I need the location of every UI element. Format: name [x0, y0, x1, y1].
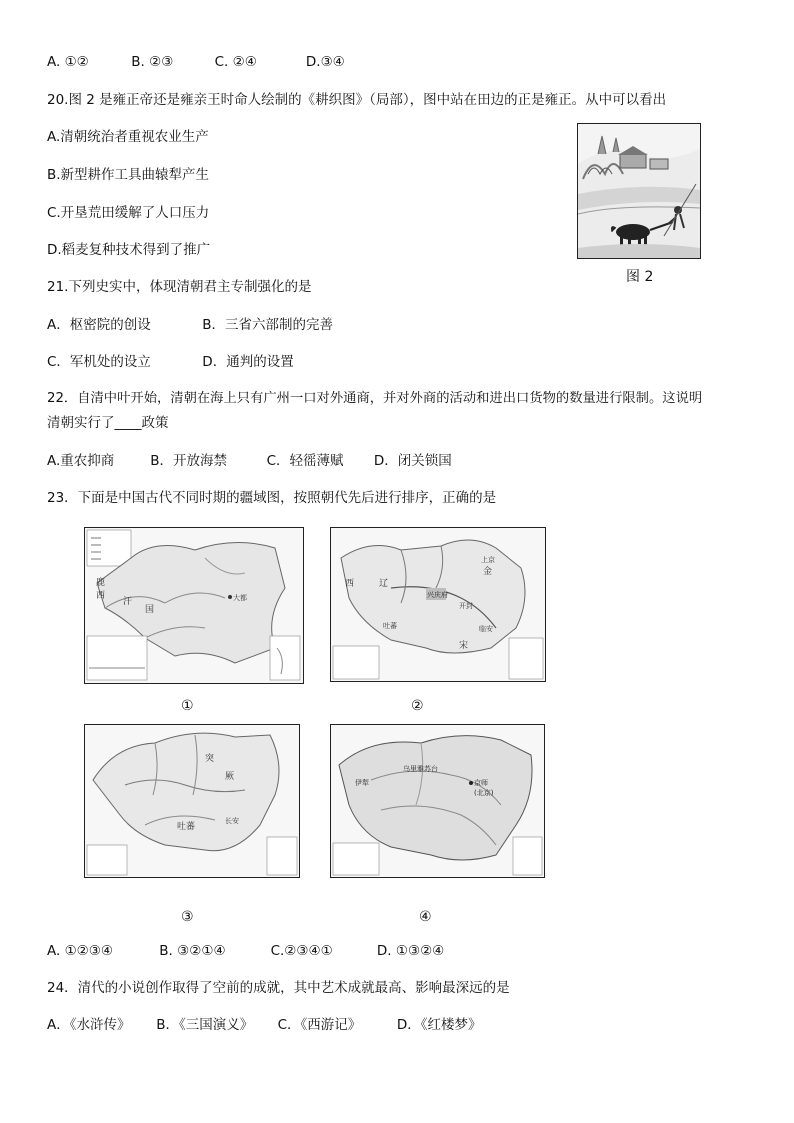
map3-label-2: 长安 — [225, 817, 239, 825]
q24-stem: 24．清代的小说创作取得了空前的成就，其中艺术成就最高、影响最深远的是 — [47, 980, 510, 996]
q20-option-b: B.新型耕作工具曲辕犁产生 — [47, 167, 210, 183]
map-4-qing-territory — [330, 724, 545, 878]
map4-label-2: 京师 — [474, 779, 488, 787]
map3-label-0: 突 — [205, 754, 215, 764]
q21-option-c: C．军机处的设立 — [47, 354, 151, 370]
q19-option-c: C. ②④ — [214, 54, 257, 70]
map1-label-4: 大都 — [233, 594, 247, 602]
q24-option-a: A．《水浒传》 — [47, 1017, 131, 1033]
q24-option-c: C．《西游记》 — [277, 1017, 362, 1033]
map4-label-3: (北京) — [474, 789, 494, 797]
q20-option-c: C.开垦荒田缓解了人口压力 — [47, 205, 210, 221]
q21-option-d: D．通判的设置 — [202, 354, 294, 370]
q19-options — [47, 52, 345, 72]
q22-option-c: C．轻徭薄赋 — [266, 453, 344, 469]
q23-option-a: A. ①②③④ — [47, 943, 113, 959]
map1-label-3: 国 — [145, 605, 155, 615]
q20-stem: 20.图 2 是雍正帝还是雍亲王时命人绘制的《耕织图》（局部），图中站在田边的正是雍正。从中可以看出 — [47, 92, 667, 108]
q24-options — [47, 1015, 482, 1035]
map1-label-0: 鹿 — [96, 578, 106, 588]
map2-label-2: 兴庆府 — [427, 591, 448, 599]
map-4-caption: ④ — [419, 909, 432, 925]
q23-options — [47, 941, 444, 961]
figure-2-caption: 图 2 — [626, 269, 654, 285]
q23-option-b: B. ③②①④ — [159, 943, 226, 959]
map4-label-0: 乌里雅苏台 — [403, 765, 438, 773]
q21-options-row2 — [47, 352, 294, 372]
q22-option-d: D．闭关锁国 — [373, 453, 452, 469]
q22-option-b: B．开放海禁 — [150, 453, 228, 469]
map2-label-3: 上京 — [481, 556, 495, 564]
q22-options — [47, 451, 452, 471]
q24-option-d: D．《红楼梦》 — [396, 1017, 482, 1033]
map-1-yuan-territory — [84, 527, 304, 684]
q21-option-b: B．三省六部制的完善 — [202, 317, 334, 333]
q20-option-d: D.稻麦复种技术得到了推广 — [47, 242, 211, 258]
map2-label-1: 辽 — [379, 579, 389, 589]
map2-label-4: 金 — [483, 567, 493, 577]
map2-label-0: 西 — [345, 579, 355, 589]
map-2-song-liao-jin-territory — [330, 527, 546, 682]
map2-label-7: 吐蕃 — [383, 622, 397, 630]
q21-stem: 21.下列史实中，体现清朝君主专制强化的是 — [47, 279, 312, 295]
figure-2-farming-painting — [577, 123, 701, 259]
map4-label-1: 伊犁 — [355, 779, 369, 787]
q22-stem-line1: 22．自清中叶开始，清朝在海上只有广州一口对外通商，并对外商的活动和进出口货物的数量进行限制。这说明 — [47, 391, 703, 406]
map-3-tang-territory — [84, 724, 300, 878]
map2-label-8: 宋 — [459, 641, 469, 651]
map-3-caption: ③ — [181, 909, 194, 925]
q19-option-a: A. ①② — [47, 54, 89, 70]
q21-options-row1 — [47, 315, 333, 335]
q22-stem-line2: 清朝实行了____政策 — [47, 415, 169, 431]
q24-option-b: B．《三国演义》 — [156, 1017, 254, 1033]
map1-label-1: 西 — [96, 591, 106, 601]
q19-option-b: B. ②③ — [131, 54, 174, 70]
q20-option-a: A.清朝统治者重视农业生产 — [47, 129, 209, 145]
map3-label-1: 厥 — [225, 772, 235, 782]
map3-label-3: 吐蕃 — [177, 822, 196, 832]
map2-label-5: 开封 — [459, 602, 473, 610]
map1-label-2: 汗 — [123, 597, 133, 607]
q22-option-a: A.重农抑商 — [47, 453, 115, 469]
q23-stem: 23．下面是中国古代不同时期的疆域图，按照朝代先后进行排序，正确的是 — [47, 490, 497, 506]
q21-option-a: A．枢密院的创设 — [47, 317, 151, 333]
map-1-caption: ① — [181, 698, 194, 714]
q23-option-c: C.②③④① — [270, 943, 333, 959]
q23-option-d: D. ①③②④ — [376, 943, 445, 959]
map2-label-6: 临安 — [479, 625, 493, 633]
q19-option-d: D.③④ — [305, 54, 345, 70]
map-2-caption: ② — [411, 698, 424, 714]
